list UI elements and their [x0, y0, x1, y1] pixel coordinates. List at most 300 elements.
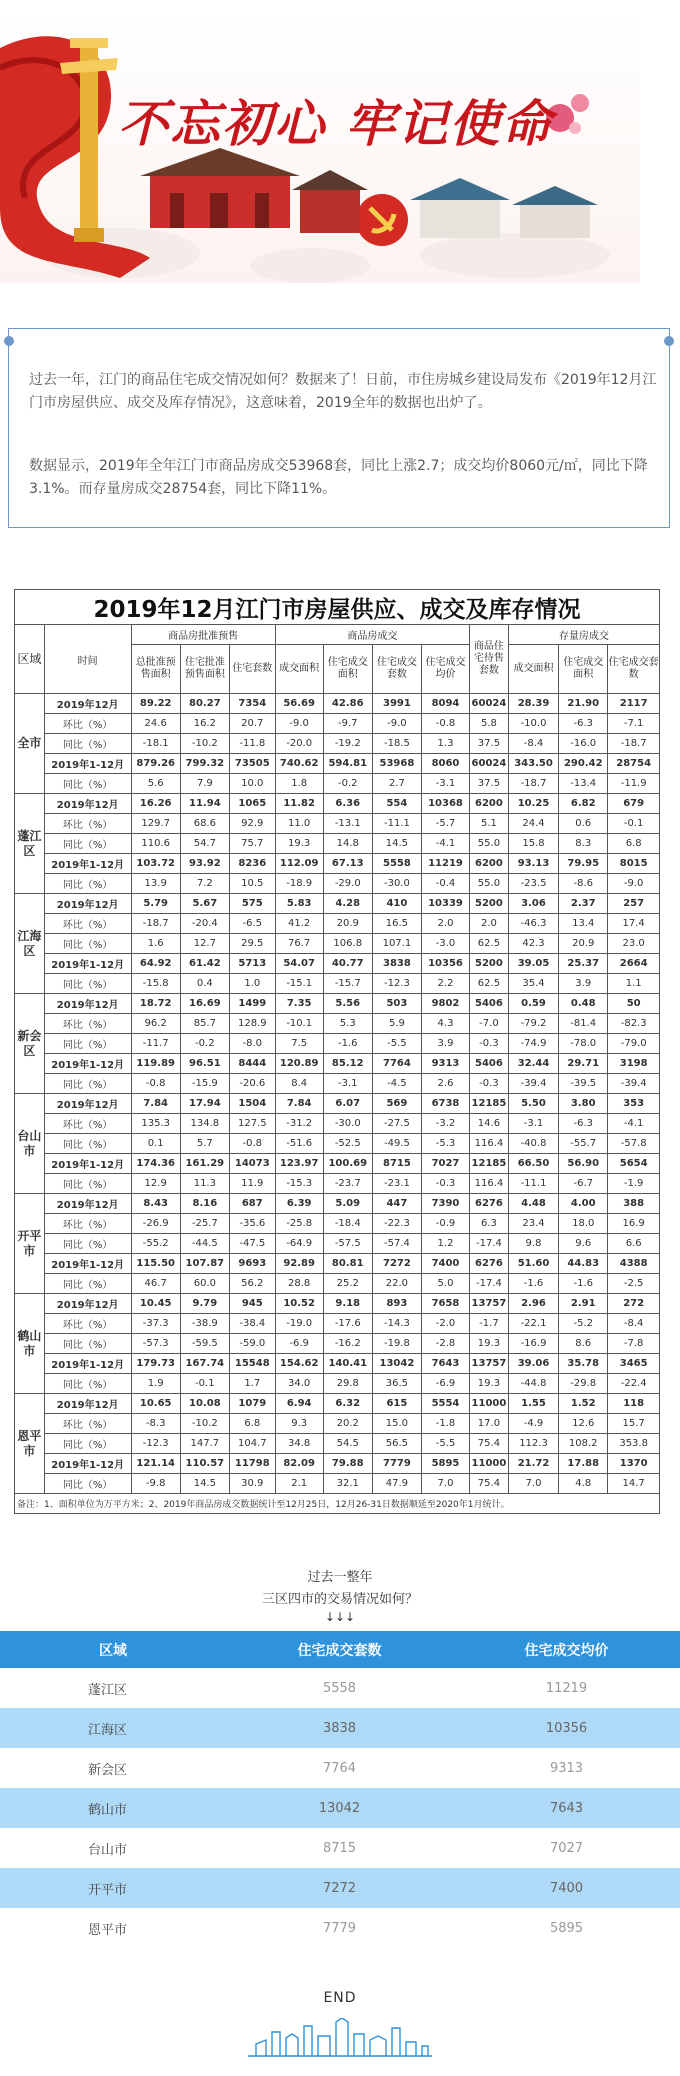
table-cell: -18.1 [131, 734, 180, 754]
table-cell: -6.3 [559, 714, 608, 734]
table-cell: -4.1 [608, 1114, 660, 1134]
table-cell: -6.9 [421, 1374, 469, 1394]
summary-price: 10356 [453, 1708, 680, 1748]
table-cell: 0.48 [559, 994, 608, 1014]
table-cell: 79.88 [323, 1454, 372, 1474]
table-cell: 55.0 [470, 874, 509, 894]
table-cell: 3838 [372, 954, 421, 974]
table-cell: -2.8 [421, 1334, 469, 1354]
table-cell: -9.0 [372, 714, 421, 734]
table-cell: -0.1 [180, 1374, 229, 1394]
table-cell: 5.50 [508, 1094, 558, 1114]
table-cell: -18.7 [608, 734, 660, 754]
row-period: 2019年1-12月 [44, 1354, 131, 1374]
table-cell: -57.4 [372, 1234, 421, 1254]
table-cell: 68.6 [180, 814, 229, 834]
table-cell: 3991 [372, 694, 421, 714]
table-cell: 154.62 [275, 1354, 323, 1374]
table-cell: 12185 [470, 1154, 509, 1174]
table-cell: 82.09 [275, 1454, 323, 1474]
header-group-stock: 存量房成交 [508, 625, 659, 645]
table-cell: 3.9 [421, 1034, 469, 1054]
table-cell: 3465 [608, 1354, 660, 1374]
table-cell: -19.8 [372, 1334, 421, 1354]
summary-table [0, 1631, 680, 1948]
table-cell: 64.92 [131, 954, 180, 974]
row-period: 环比（%） [44, 914, 131, 934]
table-cell: 56.90 [559, 1154, 608, 1174]
table-cell: 503 [372, 994, 421, 1014]
intro-box [8, 328, 670, 528]
table-cell: 11.9 [229, 1174, 275, 1194]
table-cell: -16.0 [559, 734, 608, 754]
table-cell: 575 [229, 894, 275, 914]
summary-region: 新会区 [88, 1762, 128, 1778]
table-cell: -82.3 [608, 1014, 660, 1034]
table-cell: 75.4 [470, 1474, 509, 1494]
table-cell: -31.2 [275, 1114, 323, 1134]
table-cell: 11.3 [180, 1174, 229, 1194]
table-cell: 8060 [421, 754, 469, 774]
table-cell: 16.2 [180, 714, 229, 734]
table-cell: -5.3 [421, 1134, 469, 1154]
table-cell: 29.8 [323, 1374, 372, 1394]
table-cell: 106.8 [323, 934, 372, 954]
table-cell: 17.94 [180, 1094, 229, 1114]
table-cell: -0.1 [608, 814, 660, 834]
row-period: 2019年12月 [44, 994, 131, 1014]
table-cell: -0.8 [229, 1134, 275, 1154]
table-cell: -74.9 [508, 1034, 558, 1054]
table-cell: 12.9 [131, 1174, 180, 1194]
table-cell: 3.9 [559, 974, 608, 994]
table-cell: -39.4 [508, 1074, 558, 1094]
table-cell: 79.95 [559, 854, 608, 874]
table-cell: -9.0 [275, 714, 323, 734]
table-row [15, 734, 660, 754]
table-cell: -0.8 [421, 714, 469, 734]
table-cell: -57.8 [608, 1134, 660, 1154]
table-cell: 14.5 [180, 1474, 229, 1494]
table-cell: -20.6 [229, 1074, 275, 1094]
table-row [15, 1094, 660, 1114]
table-cell: 0.59 [508, 994, 558, 1014]
table-cell: 5.79 [131, 894, 180, 914]
table-cell: -23.1 [372, 1174, 421, 1194]
table-cell: 4388 [608, 1254, 660, 1274]
table-cell: 66.50 [508, 1154, 558, 1174]
table-cell: 6.3 [470, 1214, 509, 1234]
table-cell: 24.4 [508, 814, 558, 834]
table-cell: 18.72 [131, 994, 180, 1014]
corner-dot [664, 336, 674, 346]
header-group-deal: 商品房成交 [275, 625, 469, 645]
summary-region: 开平市 [0, 1868, 226, 1908]
row-period: 同比（%） [44, 874, 131, 894]
row-period: 同比（%） [44, 1434, 131, 1454]
table-cell: 5654 [608, 1154, 660, 1174]
table-cell: 30.9 [229, 1474, 275, 1494]
table-cell: 1.1 [608, 974, 660, 994]
table-cell: 7764 [372, 1054, 421, 1074]
table-cell: 135.3 [131, 1114, 180, 1134]
table-cell: 1.2 [421, 1234, 469, 1254]
table-cell: -79.0 [608, 1034, 660, 1054]
table-cell: 44.83 [559, 1254, 608, 1274]
table-cell: 5200 [470, 954, 509, 974]
table-cell: -22.1 [508, 1314, 558, 1334]
table-cell: -8.4 [608, 1314, 660, 1334]
table-cell: 60024 [470, 694, 509, 714]
table-cell: 147.7 [180, 1434, 229, 1454]
table-cell: -5.5 [372, 1034, 421, 1054]
table-cell: 112.3 [508, 1434, 558, 1454]
header-col: 住宅批准预售面积 [180, 645, 229, 694]
table-row [15, 1354, 660, 1374]
table-row [15, 974, 660, 994]
region-name: 全市 [15, 694, 45, 794]
table-cell: -37.3 [131, 1314, 180, 1334]
table-cell: -15.9 [180, 1074, 229, 1094]
table-cell: 9802 [421, 994, 469, 1014]
table-cell: -55.2 [131, 1234, 180, 1254]
table-cell: 687 [229, 1194, 275, 1214]
table-cell: 19.3 [275, 834, 323, 854]
table-cell: 110.57 [180, 1454, 229, 1474]
table-cell: 1079 [229, 1394, 275, 1414]
table-cell: 10.25 [508, 794, 558, 814]
table-cell: 14.8 [323, 834, 372, 854]
table-cell: 6200 [470, 854, 509, 874]
table-cell: 5.0 [421, 1274, 469, 1294]
table-cell: 13757 [470, 1294, 509, 1314]
table-cell: 2.91 [559, 1294, 608, 1314]
table-cell: 7779 [372, 1454, 421, 1474]
banner-slogan: 不忘初心 牢记使命 [118, 94, 554, 153]
table-cell: -10.2 [180, 734, 229, 754]
table-row [15, 1374, 660, 1394]
table-cell: 8715 [372, 1154, 421, 1174]
table-cell: -4.9 [508, 1414, 558, 1434]
table-row [15, 1034, 660, 1054]
summary-header-price: 住宅成交均价 [453, 1631, 680, 1668]
summary-heading-2: 三区四市的交易情况如何？ [261, 1592, 418, 1607]
table-cell: 799.32 [180, 754, 229, 774]
table-cell: 2.1 [275, 1474, 323, 1494]
table-cell: 20.9 [559, 934, 608, 954]
table-cell: 15.7 [608, 1414, 660, 1434]
table-cell: 20.7 [229, 714, 275, 734]
table-cell: -23.5 [508, 874, 558, 894]
region-name: 鹤山市 [15, 1294, 45, 1394]
table-cell: -9.8 [131, 1474, 180, 1494]
table-cell: 3.06 [508, 894, 558, 914]
table-cell: 6.32 [323, 1394, 372, 1414]
table-cell: 32.44 [508, 1054, 558, 1074]
table-cell: 54.7 [180, 834, 229, 854]
table-cell: 25.37 [559, 954, 608, 974]
table-cell: 1.7 [229, 1374, 275, 1394]
table-cell: 9.6 [559, 1234, 608, 1254]
table-cell: 93.13 [508, 854, 558, 874]
table-cell: 11000 [470, 1394, 509, 1414]
table-cell: 6738 [421, 1094, 469, 1114]
summary-region: 蓬江区 [88, 1682, 128, 1698]
table-row [15, 1234, 660, 1254]
table-cell: 174.36 [131, 1154, 180, 1174]
table-cell: -18.4 [323, 1214, 372, 1234]
table-cell: 116.4 [470, 1174, 509, 1194]
row-period: 环比（%） [44, 1014, 131, 1034]
table-cell: -8.3 [131, 1414, 180, 1434]
table-cell: -29.0 [323, 874, 372, 894]
header-col: 住宅套数 [229, 645, 275, 694]
table-cell: 140.41 [323, 1354, 372, 1374]
table-cell: -0.3 [421, 1174, 469, 1194]
table-cell: -59.0 [229, 1334, 275, 1354]
table-cell: 107.87 [180, 1254, 229, 1274]
table-cell: 75.4 [470, 1434, 509, 1454]
table-cell: -0.9 [421, 1214, 469, 1234]
row-period: 2019年12月 [44, 694, 131, 714]
table-cell: -55.7 [559, 1134, 608, 1154]
table-cell: -35.6 [229, 1214, 275, 1234]
table-cell: 17.0 [470, 1414, 509, 1434]
table-cell: -18.5 [372, 734, 421, 754]
table-cell: 13.9 [131, 874, 180, 894]
table-cell: 16.9 [608, 1214, 660, 1234]
table-cell: -18.9 [275, 874, 323, 894]
table-cell: 12.6 [559, 1414, 608, 1434]
table-row [15, 1294, 660, 1314]
table-cell: -18.7 [508, 774, 558, 794]
table-cell: 13.4 [559, 914, 608, 934]
table-cell: 56.69 [275, 694, 323, 714]
row-period: 2019年12月 [44, 1294, 131, 1314]
table-row [15, 894, 660, 914]
table-cell: 41.2 [275, 914, 323, 934]
row-period: 同比（%） [44, 1074, 131, 1094]
table-cell: 8094 [421, 694, 469, 714]
summary-price: 5895 [549, 1920, 584, 1936]
row-period: 环比（%） [44, 1414, 131, 1434]
table-cell: -40.8 [508, 1134, 558, 1154]
city-skyline-icon [246, 2018, 434, 2058]
table-cell: 554 [372, 794, 421, 814]
table-cell: 15.0 [372, 1414, 421, 1434]
table-cell: -49.5 [372, 1134, 421, 1154]
table-cell: 343.50 [508, 754, 558, 774]
table-cell: -5.2 [559, 1314, 608, 1334]
table-cell: 679 [608, 794, 660, 814]
corner-dot [4, 336, 14, 346]
table-cell: -30.0 [372, 874, 421, 894]
table-cell: 46.7 [131, 1274, 180, 1294]
table-cell: 0.1 [131, 1134, 180, 1154]
table-cell: -8.4 [508, 734, 558, 754]
row-period: 2019年1-12月 [44, 1454, 131, 1474]
row-period: 环比（%） [44, 714, 131, 734]
table-cell: 8.16 [180, 1194, 229, 1214]
table-cell: 1.9 [131, 1374, 180, 1394]
table-cell: 12.7 [180, 934, 229, 954]
table-cell: 8.43 [131, 1194, 180, 1214]
table-cell: 96.51 [180, 1054, 229, 1074]
table-cell: 32.1 [323, 1474, 372, 1494]
table-cell: 118 [608, 1394, 660, 1414]
table-cell: -29.8 [559, 1374, 608, 1394]
table-cell: 167.74 [180, 1354, 229, 1374]
table-cell: -3.1 [508, 1114, 558, 1134]
table-row [15, 954, 660, 974]
region-name: 蓬江区 [15, 794, 45, 894]
table-cell: -10.0 [508, 714, 558, 734]
table-cell: -1.7 [470, 1314, 509, 1334]
table-row [15, 1154, 660, 1174]
table-cell: -39.5 [559, 1074, 608, 1094]
table-row [15, 1334, 660, 1354]
table-cell: 15.8 [508, 834, 558, 854]
table-cell: 108.2 [559, 1434, 608, 1454]
table-cell: 353 [608, 1094, 660, 1114]
table-cell: 55.0 [470, 834, 509, 854]
table-cell: 103.72 [131, 854, 180, 874]
table-cell: 5.3 [323, 1014, 372, 1034]
table-cell: -16.2 [323, 1334, 372, 1354]
table-cell: -81.4 [559, 1014, 608, 1034]
table-cell: -6.3 [559, 1114, 608, 1134]
table-cell: -3.2 [421, 1114, 469, 1134]
table-cell: 2664 [608, 954, 660, 974]
table-cell: 5558 [372, 854, 421, 874]
table-cell: -52.5 [323, 1134, 372, 1154]
table-cell: -6.7 [559, 1174, 608, 1194]
row-period: 2019年1-12月 [44, 1254, 131, 1274]
table-cell: -78.0 [559, 1034, 608, 1054]
table-cell: 7400 [421, 1254, 469, 1274]
table-cell: -2.5 [608, 1274, 660, 1294]
table-cell: -57.5 [323, 1234, 372, 1254]
table-cell: -11.7 [131, 1034, 180, 1054]
summary-heading-1: 过去一整年 [307, 1570, 373, 1585]
table-cell: 62.5 [470, 974, 509, 994]
table-cell: 6.8 [608, 834, 660, 854]
table-cell: -51.6 [275, 1134, 323, 1154]
table-cell: 5.56 [323, 994, 372, 1014]
row-period: 环比（%） [44, 1314, 131, 1334]
row-period: 同比（%） [44, 934, 131, 954]
summary-units: 13042 [226, 1788, 453, 1828]
table-cell: 15548 [229, 1354, 275, 1374]
table-row [15, 1314, 660, 1334]
summary-row [0, 1828, 680, 1868]
table-cell: -0.3 [470, 1034, 509, 1054]
row-period: 2019年12月 [44, 1194, 131, 1214]
table-cell: 92.89 [275, 1254, 323, 1274]
table-cell: 569 [372, 1094, 421, 1114]
region-name: 江海区 [15, 894, 45, 994]
table-cell: 1499 [229, 994, 275, 1014]
table-cell: 47.9 [372, 1474, 421, 1494]
table-cell: 104.7 [229, 1434, 275, 1454]
table-cell: 56.2 [229, 1274, 275, 1294]
table-cell: -7.8 [608, 1334, 660, 1354]
table-cell: 110.6 [131, 834, 180, 854]
table-row [15, 1194, 660, 1214]
table-cell: 2.7 [372, 774, 421, 794]
table-row [15, 1074, 660, 1094]
table-row [15, 934, 660, 954]
summary-price: 11219 [545, 1680, 588, 1696]
row-period: 同比（%） [44, 834, 131, 854]
table-cell: 6276 [470, 1254, 509, 1274]
table-cell: -27.5 [372, 1114, 421, 1134]
table-cell: 80.81 [323, 1254, 372, 1274]
summary-price: 7643 [453, 1788, 680, 1828]
summary-region: 鹤山市 [0, 1788, 226, 1828]
table-row [15, 774, 660, 794]
table-cell: 4.8 [559, 1474, 608, 1494]
table-cell: 76.7 [275, 934, 323, 954]
table-row [15, 1434, 660, 1454]
region-name: 台山市 [15, 1094, 45, 1194]
row-period: 2019年1-12月 [44, 754, 131, 774]
table-cell: 9.8 [508, 1234, 558, 1254]
table-cell: 80.27 [180, 694, 229, 714]
table-cell: 410 [372, 894, 421, 914]
summary-units: 7779 [322, 1920, 357, 1936]
table-cell: -7.1 [608, 714, 660, 734]
table-cell: 56.5 [372, 1434, 421, 1454]
table-row [15, 914, 660, 934]
table-cell: 6200 [470, 794, 509, 814]
summary-price: 9313 [549, 1760, 584, 1776]
table-cell: 13042 [372, 1354, 421, 1374]
table-cell: 61.42 [180, 954, 229, 974]
table-cell: -2.0 [421, 1314, 469, 1334]
table-cell: 945 [229, 1294, 275, 1314]
row-period: 2019年1-12月 [44, 1154, 131, 1174]
table-cell: 594.81 [323, 754, 372, 774]
table-row [15, 1114, 660, 1134]
table-cell: 28.39 [508, 694, 558, 714]
table-cell: -15.1 [275, 974, 323, 994]
table-cell: 7354 [229, 694, 275, 714]
table-cell: 11798 [229, 1454, 275, 1474]
table-cell: 4.28 [323, 894, 372, 914]
table-cell: 5554 [421, 1394, 469, 1414]
table-cell: 7.9 [180, 774, 229, 794]
table-cell: 20.2 [323, 1414, 372, 1434]
table-cell: 10.5 [229, 874, 275, 894]
table-cell: 2.0 [421, 914, 469, 934]
table-cell: 93.92 [180, 854, 229, 874]
table-cell: 388 [608, 1194, 660, 1214]
table-cell: 7027 [421, 1154, 469, 1174]
table-cell: -16.9 [508, 1334, 558, 1354]
header-group-presale: 商品房批准预售 [131, 625, 275, 645]
table-cell: 2.6 [421, 1074, 469, 1094]
table-cell: 2117 [608, 694, 660, 714]
table-cell: 7658 [421, 1294, 469, 1314]
summary-price: 7027 [549, 1840, 584, 1856]
table-cell: -11.8 [229, 734, 275, 754]
table-cell: 0.4 [180, 974, 229, 994]
table-cell: -22.3 [372, 1214, 421, 1234]
table-cell: 53968 [372, 754, 421, 774]
summary-header-units: 住宅成交套数 [226, 1631, 453, 1668]
housing-report-table [14, 589, 660, 1514]
